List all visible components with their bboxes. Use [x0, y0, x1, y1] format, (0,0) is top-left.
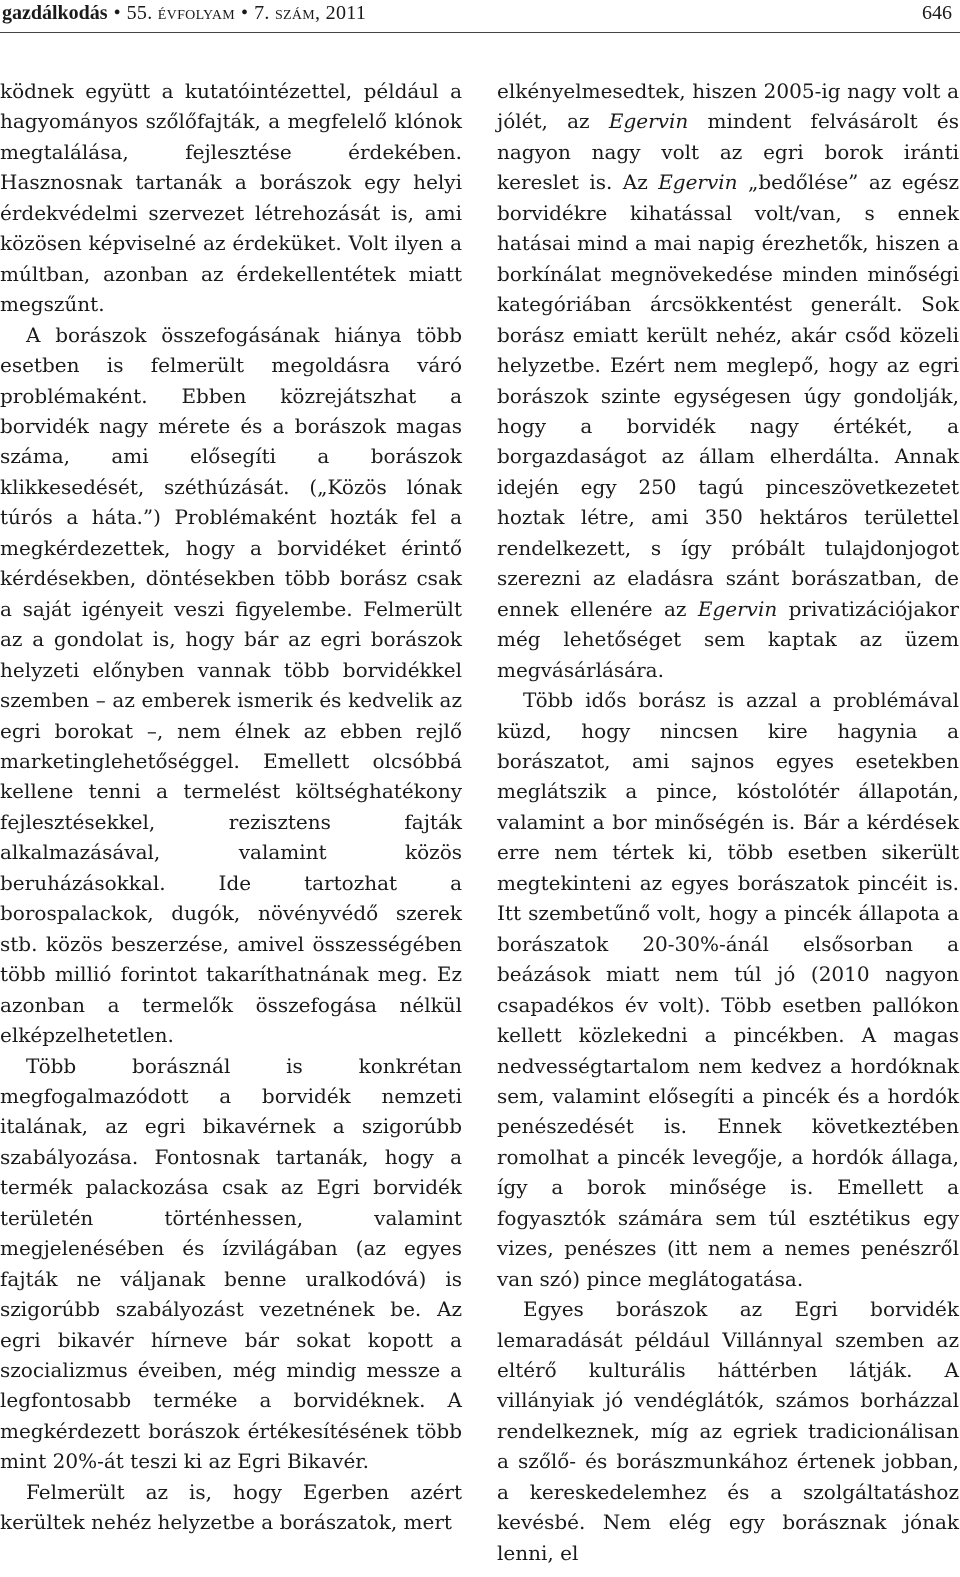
company-name: Egervin	[658, 170, 738, 195]
volume: 55. évfolyam	[126, 2, 236, 24]
journal-title: gazdálkodás	[2, 2, 108, 24]
paragraph: ködnek együtt a kutatóintézettel, például a hagyományos szőlőfajták, a megfelelő klónok megtalálása, fejlesztése érdekében. Hasznosnak tartanák a borászok egy helyi érdekvédelmi szervezet létrehozását is, ami közösen képviselné az érdeküket. Volt ilyen a múltban, azonban az érdekellentétek miatt megszűnt.	[0, 79, 462, 317]
company-name: Egervin	[608, 109, 689, 134]
journal-info	[2, 2, 366, 25]
running-header	[0, 0, 960, 34]
company-name: Egervin	[697, 596, 778, 621]
page-number: 646	[922, 2, 952, 24]
bullet-separator: •	[241, 2, 249, 24]
paragraph: A borászok összefogásának hiánya több esetben is felmerült megoldásra váró problémaként. Ebben közrejátszhat a borvidék nagy mérete és a borászok magas száma, ami elősegíti a borászok klikkesedését, széthúzását. („Közös lónak túrós a háta.”) Problémaként hozták fel a megkérdezettek, hogy a borvidéket érintő kérdésekben, döntésekben több borász csak a saját igényeit veszi figyelembe. Felmerült az a gondolat is, hogy bár az egri borászok helyzeti előnyben vannak több borvidékkel szemben – az emberek ismerik és kedvelik az egri borokat –, nem élnek az ebben rejlő marketinglehetőséggel. Emellett olcsóbbá kellene tenni a termelést költséghatékony fejlesztésekkel, rezisztens fajták alkalmazásával, valamint közös beruházásokkal. Ide tartozhat a borospalackok, dugók, növényvédő szerek stb. közös beszerzése, amivel összességében több millió forintot takaríthatnának meg. Ez azonban a termelők összefogása nélkül elképzelhetetlen.	[0, 322, 462, 1048]
bullet-separator: •	[113, 2, 121, 24]
text-run: privatizációjakor még lehetőséget sem kaptak az üzem megvásárlására.	[497, 596, 959, 682]
header-rule	[0, 32, 960, 33]
paragraph: Egyes borászok az Egri borvidék lemaradását például Villánnyal szemben az eltérő kulturális háttérben látják. A villányiak jó vendéglátók, számos borházzal rendelkeznek, míg az egriek tradicionálisan a szőlő- és borászmunkához értenek jobban, a kereskedelemhez és a szolgáltatáshoz kevésbé. Nem elég egy borásznak jónak lenni, el	[497, 1297, 959, 1565]
left-column	[0, 76, 462, 1538]
paragraph: Több borásznál is konkrétan megfogalmazódott a borvidék nemzeti italának, az egri bikavérnek a szigorúbb szabályozása. Fontosnak tartanák, hogy a termék palackozása csak az Egri borvidék területén történhessen, valamint megjelenésében és ízvilágában (az egyes fajták ne váljanak benne uralkodóvá) is szigorúbb szabályozást vezetnének be. Az egri bikavér hírneve bár sokat kopott a szocializmus éveiben, még mindig messze a legfontosabb terméke a borvidéknek. A megkérdezett borászok értékesítésének több mint 20%-át teszi ki az Egri Bikavér.	[0, 1053, 462, 1474]
right-column	[497, 76, 959, 1568]
issue: 7. szám, 2011	[254, 2, 367, 24]
text-run: elkényelmesedtek, hiszen 2005-ig nagy volt a jólét, az	[497, 79, 959, 134]
paragraph	[497, 76, 959, 685]
paragraph: Több idős borász is azzal a problémával küzd, hogy nincsen kire hagynia a borászatot, ami sajnos egyes esetekben meglátszik a pince, kóstolótér állapotán, valamint a bor minőségén is. Bár a kérdések erre nem tértek ki, több esetben sikerült megtekinteni az egyes borászatok pincéit is. Itt szembetűnő volt, hogy a pincék állapota a borászatok 20-30%-ánál elsősorban a beázások miatt nem túl jó (2010 nagyon csapadékos év volt). Több esetben pallókon kellett közlekedni a pincékben. A magas nedvességtartalom nem kedvez a hordóknak sem, valamint elősegíti a pincék és a hordók penészedését is. Ennek következtében romolhat a pincék levegője, a hordók állaga, így a borok minősége is. Emellett a fogyasztók számára sem túl esztétikus egy vizes, penészes (itt nem a nemes penészről van szó) pince meglátogatása.	[497, 688, 959, 1291]
text-run: mindent felvásárolt és nagyon nagy volt az egri borok iránti kereslet is. Az	[497, 109, 959, 195]
text-run: „bedőlése” az egész borvidékre kihatással volt/van, s ennek hatásai mind a mai napig érezhetők, hiszen a borkínálat megnövekedése minden minőségi kategóriában árcsökkentést generált. Sok borász emiatt került nehéz, akár csőd közeli helyzetbe. Ezért nem meglepő, hogy az egri borászok szinte egységesen úgy gondolják, hogy a borvidék nagy értékét, a borgazdaságot az állam elherdálta. Annak idején egy 250 tagú pinceszövetkezetet hoztak létre, ami 350 hektáros területtel rendelkezett, s így próbált tulajdonjogot szerezni az eladásra szánt borászatban, de ennek ellenére az	[497, 170, 959, 621]
paragraph: Felmerült az is, hogy Egerben azért kerültek nehéz helyzetbe a borászatok, mert	[0, 1479, 462, 1535]
